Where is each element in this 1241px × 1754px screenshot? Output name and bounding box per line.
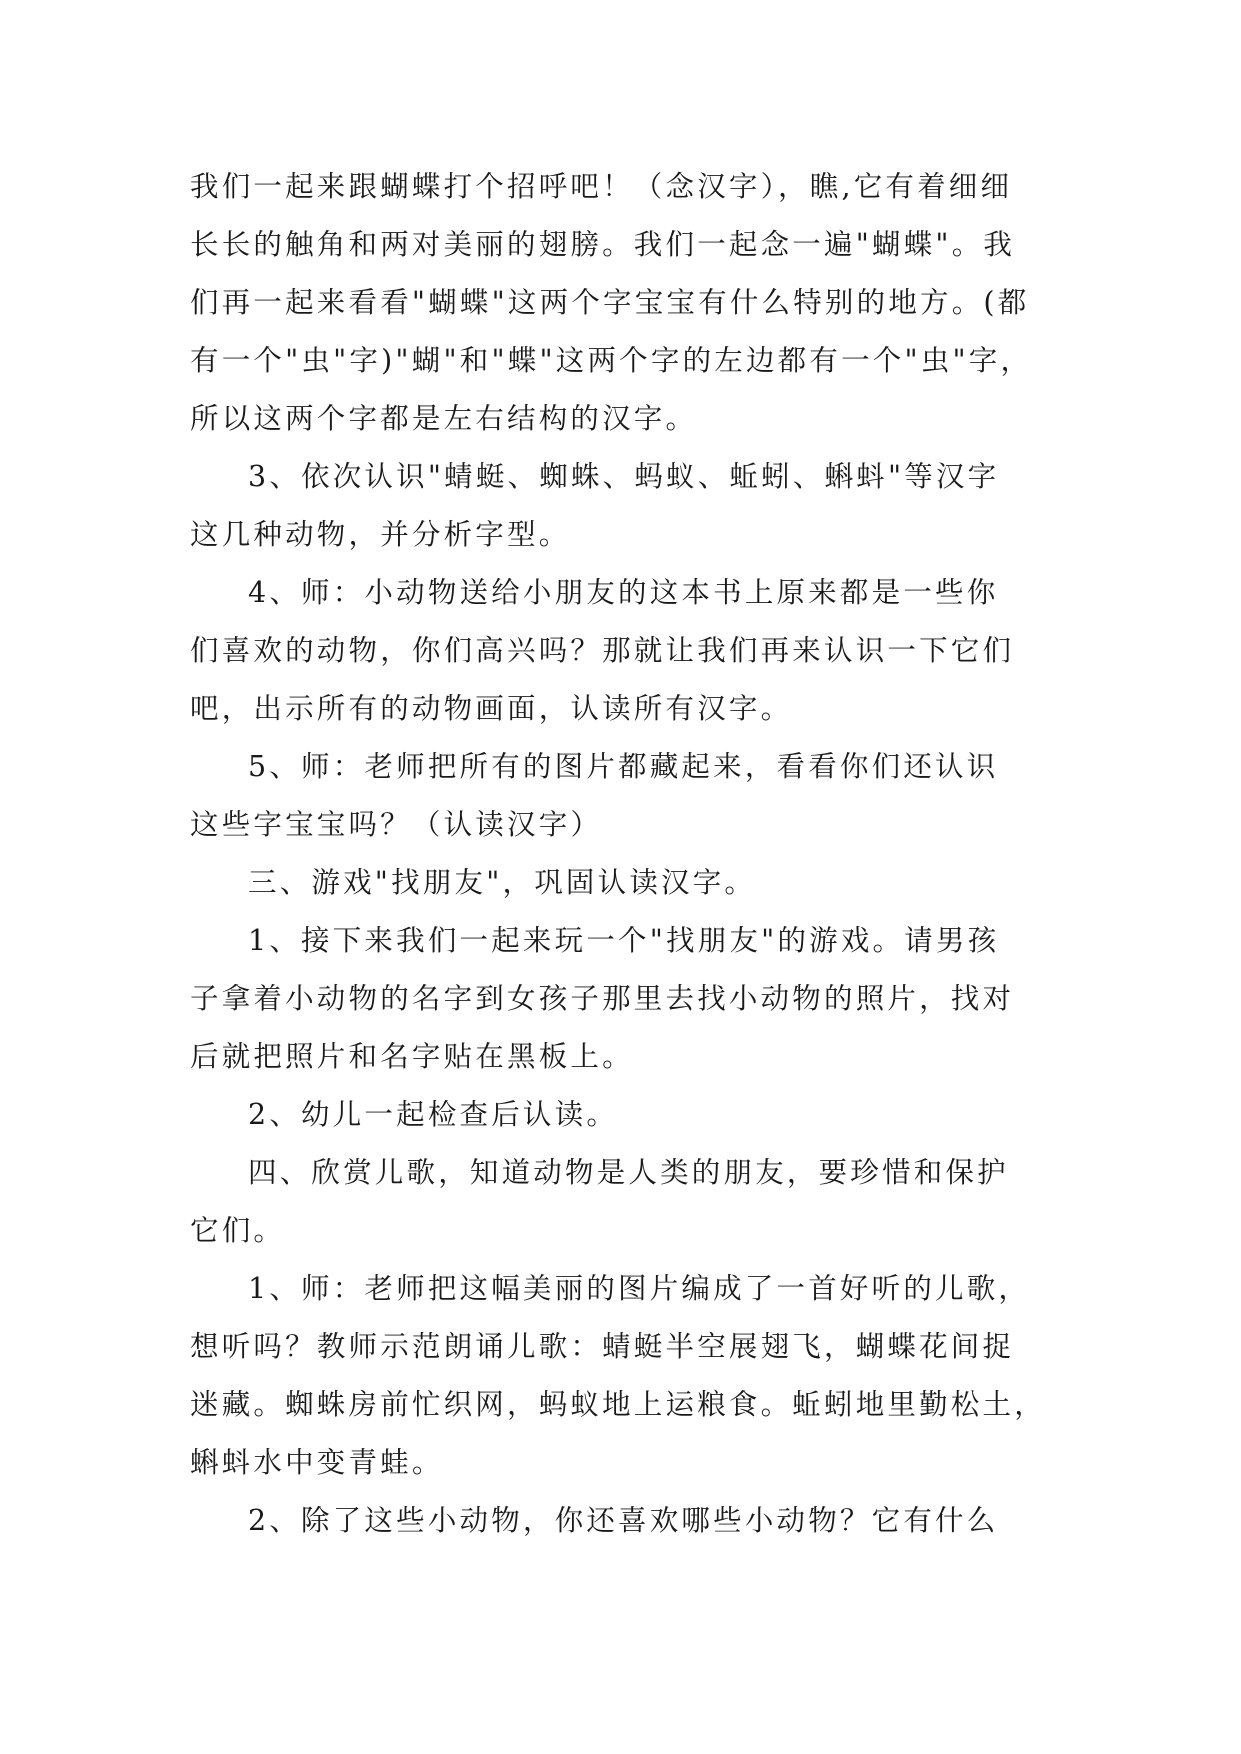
paragraph-start-line: 4、师：小动物送给小朋友的这本书上原来都是一些你 <box>248 576 999 609</box>
text-line: 子拿着小动物的名字到女孩子那里去找小动物的照片，找对 <box>190 982 1015 1015</box>
text-line: 长长的触角和两对美丽的翅膀。我们一起念一遍"蝴蝶"。我 <box>190 228 1016 261</box>
text-line: 吧，出示所有的动物画面，认读所有汉字。 <box>190 692 793 725</box>
text-line: 我们一起来跟蝴蝶打个招呼吧！（念汉字），瞧,它有着细细 <box>190 170 1013 203</box>
paragraph-start-line: 1、师：老师把这幅美丽的图片编成了一首好听的儿歌， <box>248 1272 1031 1305</box>
text-line: 们喜欢的动物，你们高兴吗？那就让我们再来认识一下它们 <box>190 634 1015 667</box>
text-line: 想听吗？教师示范朗诵儿歌：蜻蜓半空展翅飞，蝴蝶花间捉 <box>190 1330 1015 1363</box>
paragraph-start-line: 2、除了这些小动物，你还喜欢哪些小动物？它有什么 <box>248 1504 999 1537</box>
text-line: 后就把照片和名字贴在黑板上。 <box>190 1040 634 1073</box>
text-line: 有一个"虫"字)"蝴"和"蝶"这两个字的左边都有一个"虫"字， <box>190 344 1033 377</box>
text-line: 迷藏。蜘蛛房前忙织网，蚂蚁地上运粮食。蚯蚓地里勤松土， <box>190 1388 1046 1421</box>
paragraph-start-line: 5、师：老师把所有的图片都藏起来，看看你们还认识 <box>248 750 999 783</box>
text-line: 它们。 <box>190 1214 286 1247</box>
text-line: 这些字宝宝吗？（认读汉字） <box>190 808 603 841</box>
text-line: 们再一起来看看"蝴蝶"这两个字宝宝有什么特别的地方。(都 <box>190 286 1030 319</box>
section-heading-line: 三、游戏"找朋友"，巩固认读汉字。 <box>248 866 757 899</box>
text-line: 所以这两个字都是左右结构的汉字。 <box>190 402 698 435</box>
text-line: 蝌蚪水中变青蛙。 <box>190 1446 444 1479</box>
paragraph-start-line: 1、接下来我们一起来玩一个"找朋友"的游戏。请男孩 <box>248 924 1000 957</box>
section-heading-line: 四、欣赏儿歌，知道动物是人类的朋友，要珍惜和保护 <box>248 1156 1009 1189</box>
paragraph-start-line: 2、幼儿一起检查后认读。 <box>248 1098 619 1131</box>
paragraph-start-line: 3、依次认识"蜻蜓、蜘蛛、蚂蚁、蚯蚓、蝌蚪"等汉字 <box>248 460 1000 493</box>
document-body <box>190 158 1056 1550</box>
text-line: 这几种动物，并分析字型。 <box>190 518 571 551</box>
